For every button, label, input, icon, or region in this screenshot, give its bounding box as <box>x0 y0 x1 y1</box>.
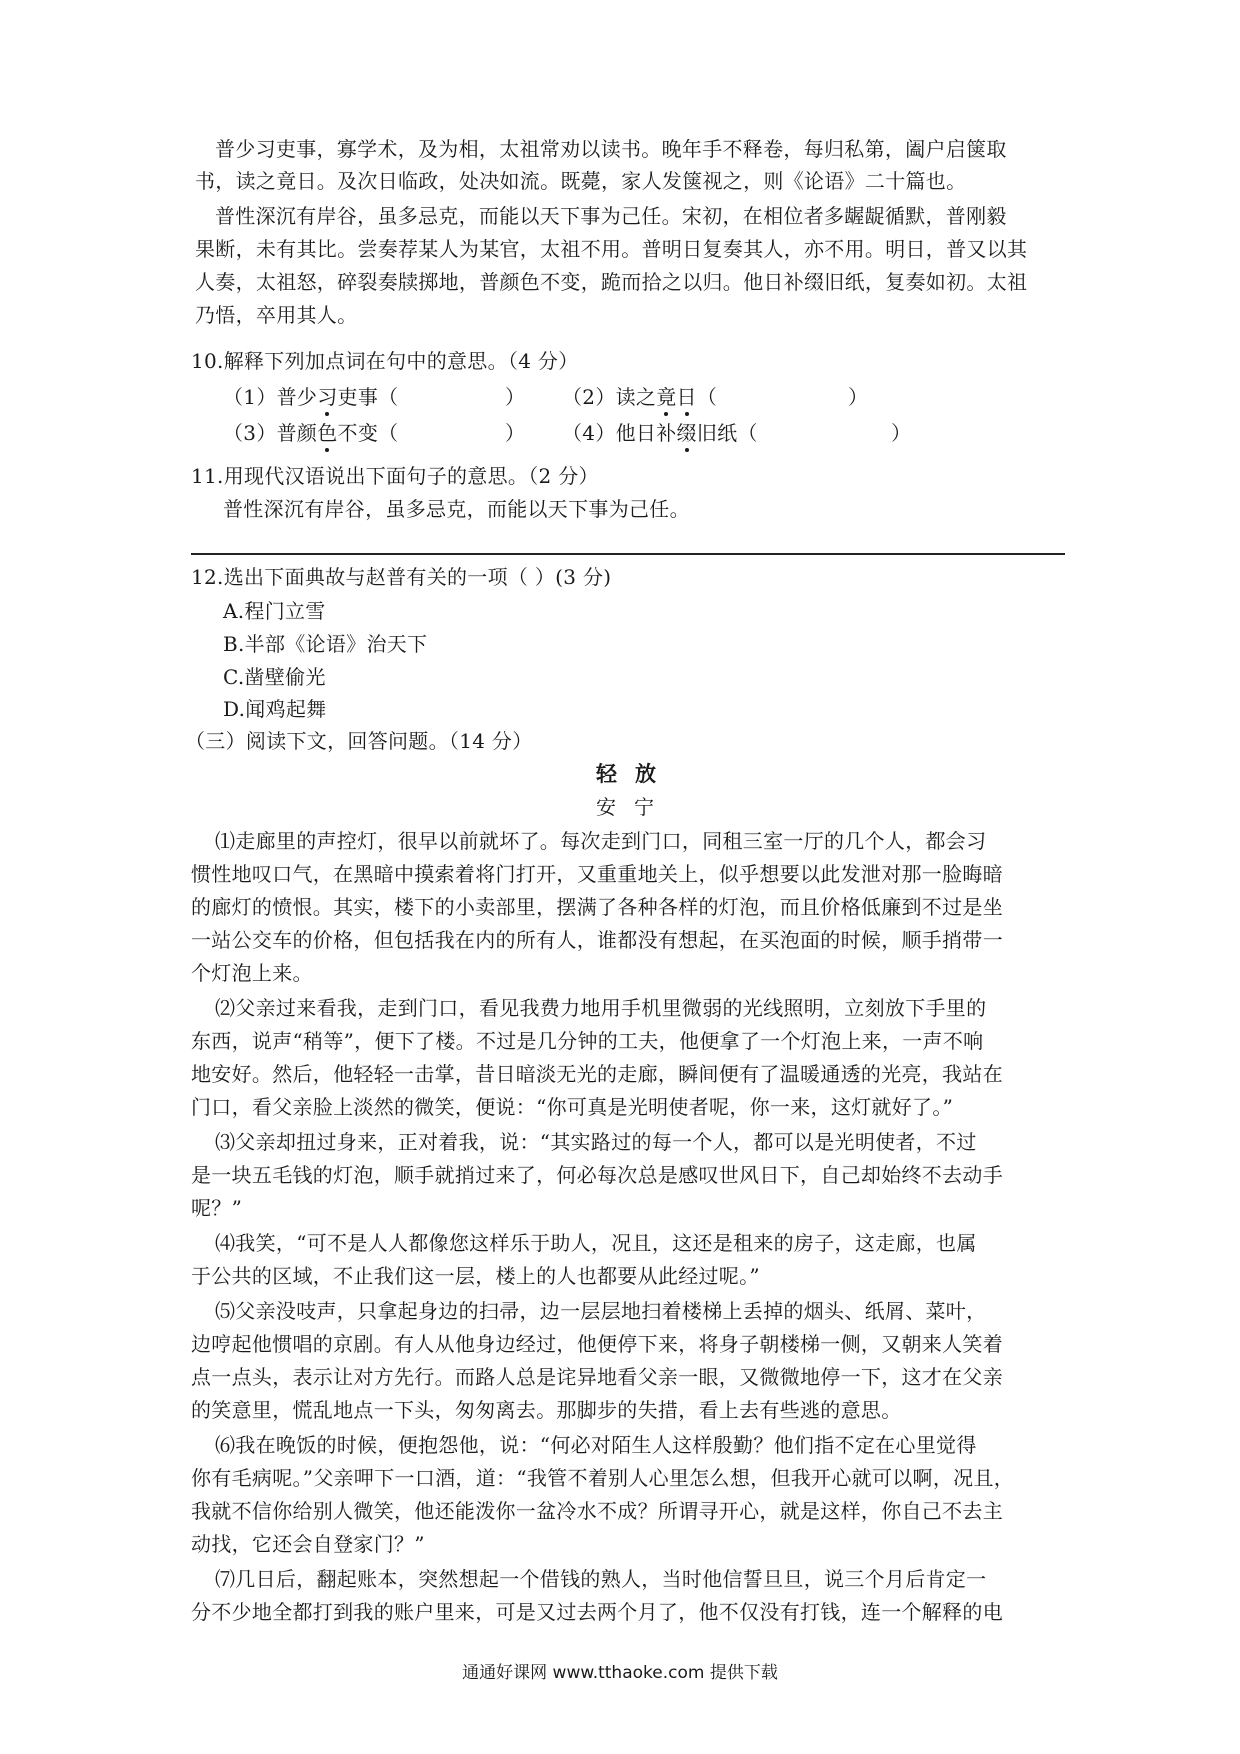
q10-item-1-pre: （1）普少 <box>223 385 318 409</box>
q10-item-4-close: ） <box>891 421 912 445</box>
article-line: 你有毛病呢。”父亲呷下一口酒，道：“我管不着别人心里怎么想，但我开心就可以啊，况且， <box>191 1466 1015 1490</box>
q10-item-2-dotted-1: 竟 <box>656 385 677 409</box>
q10-item-2-pre: （2）读之 <box>562 385 657 409</box>
question-12-stem: 12.选出下面典故与赵普有关的一项（ ）(3 分) <box>191 565 612 589</box>
question-11-stem: 11.用现代汉语说出下面句子的意思。（2 分） <box>191 464 599 488</box>
section-3-heading: （三）阅读下文，回答问题。（14 分） <box>185 729 533 753</box>
q10-item-3-post: 不变（ <box>337 421 399 445</box>
q10-item-3 <box>223 421 398 445</box>
q10-item-1-post: 吏事（ <box>337 385 399 409</box>
q10-item-4-dotted: 缀 <box>676 421 697 445</box>
q10-item-2 <box>562 385 717 409</box>
q12-option-a: A.程门立雪 <box>223 599 326 623</box>
article-line: 于公共的区域，不止我们这一层，楼上的人也都要从此经过呢。” <box>191 1264 760 1288</box>
q10-item-2-post: （ <box>696 385 718 409</box>
article-line: 门口，看父亲脸上淡然的微笑，便说：“你可真是光明使者呢，你一来，这灯就好了。” <box>191 1095 954 1119</box>
q10-item-4-post: 旧纸（ <box>696 421 758 445</box>
article-line: 边哼起他惯唱的京剧。有人从他身边经过，他便停下来，将身子朝楼梯一侧，又朝来人笑着 <box>191 1332 1003 1356</box>
question-11-sentence: 普性深沉有岸谷，虽多忌克，而能以天下事为己任。 <box>223 497 690 521</box>
article-author: 安宁 <box>596 795 672 819</box>
passage1-line: 普少习吏事，寡学术，及为相，太祖常劝以读书。晚年手不释卷，每归私第，阖户启箧取 <box>215 137 1007 161</box>
article-line: 惯性地叹口气，在黑暗中摸索着将门打开，又重重地关上，似乎想要以此发泄对那一脸晦暗 <box>191 862 1003 886</box>
q10-item-2-dotted-2: 日 <box>676 385 697 409</box>
article-line: ⑷我笑，“可不是人人都像您这样乐于助人，况且，这还是租来的房子，这走廊，也属 <box>215 1231 977 1255</box>
article-line: 个灯泡上来。 <box>191 961 313 985</box>
q10-item-3-close: ） <box>505 421 526 445</box>
q12-option-c: C.凿壁偷光 <box>223 665 326 689</box>
article-line: 东西，说声“稍等”，便下了楼。不过是几分钟的工夫，他便拿了一个灯泡上来，一声不响 <box>191 1029 984 1053</box>
q12-option-d: D.闻鸡起舞 <box>223 697 327 721</box>
article-line: ⑴走廊里的声控灯，很早以前就坏了。每次走到门口，同租三室一厅的几个人，都会习 <box>215 829 987 853</box>
article-line: 分不少地全都打到我的账户里来，可是又过去两个月了，他不仅没有打钱，连一个解释的电 <box>191 1600 1003 1624</box>
q10-item-1-close: ） <box>505 385 526 409</box>
article-line: 呢？” <box>191 1196 243 1220</box>
passage1-line: 书，读之竟日。及次日临政，处决如流。既薨，家人发箧视之，则《论语》二十篇也。 <box>195 169 967 193</box>
q10-item-3-dotted: 色 <box>317 421 338 445</box>
passage1-line: 普性深沉有岸谷，虽多忌克，而能以天下事为己任。宋初，在相位者多龌龊循默，普刚毅 <box>215 204 1007 228</box>
q10-item-2-close: ） <box>848 385 869 409</box>
article-line: ⑸父亲没吱声，只拿起身边的扫帚，边一层层地扫着楼梯上丢掉的烟头、纸屑、菜叶， <box>215 1299 987 1323</box>
page-footer: 通通好课网 www.tthaoke.com 提供下载 <box>462 1663 778 1683</box>
q10-item-1 <box>223 385 398 409</box>
q10-item-4-pre: （4）他日补 <box>562 421 677 445</box>
article-line: ⑵父亲过来看我，走到门口，看见我费力地用手机里微弱的光线照明，立刻放下手里的 <box>215 996 987 1020</box>
article-line: 是一块五毛钱的灯泡，顺手就捎过来了，何必每次总是感叹世风日下，自己却始终不去动手 <box>191 1163 1003 1187</box>
q10-item-3-pre: （3）普颜 <box>223 421 318 445</box>
article-line: ⑺几日后，翻起账本，突然想起一个借钱的熟人，当时他信誓旦旦，说三个月后肯定一 <box>215 1567 987 1591</box>
article-line: 的廊灯的愤恨。其实，楼下的小卖部里，摆满了各种各样的灯泡，而且价格低廉到不过是坐 <box>191 895 1003 919</box>
passage1-line: 乃悟，卒用其人。 <box>195 303 358 327</box>
article-line: ⑶父亲却扭过身来，正对着我，说：“其实路过的每一个人，都可以是光明使者，不过 <box>215 1130 977 1154</box>
article-line: 一站公交车的价格，但包括我在内的所有人，谁都没有想起，在买泡面的时候，顺手捎带一 <box>191 928 1003 952</box>
answer-line <box>191 553 1065 555</box>
article-line: 的笑意里，慌乱地点一下头，匆匆离去。那脚步的失措，看上去有些逃的意思。 <box>191 1398 902 1422</box>
passage1-line: 果断，未有其比。尝奏荐某人为某官，太祖不用。普明日复奏其人，亦不用。明日，普又以其 <box>195 237 1028 261</box>
article-line: ⑹我在晚饭的时候，便抱怨他，说：“何必对陌生人这样殷勤？他们指不定在心里觉得 <box>215 1433 977 1457</box>
article-line: 地安好。然后，他轻轻一击掌，昔日暗淡无光的走廊，瞬间便有了温暖通透的光亮，我站在 <box>191 1062 1003 1086</box>
passage1-line: 人奏，太祖怒，碎裂奏牍掷地，普颜色不变，跪而拾之以归。他日补缀旧纸，复奏如初。太祖 <box>195 270 1028 294</box>
q10-item-4 <box>562 421 758 445</box>
q10-item-1-dotted: 习 <box>317 385 338 409</box>
q12-option-b: B.半部《论语》治天下 <box>223 632 428 656</box>
article-line: 点一点头，表示让对方先行。而路人总是诧异地看父亲一眼，又微微地停一下，这才在父亲 <box>191 1365 1003 1389</box>
article-title: 轻放 <box>596 761 674 786</box>
article-line: 我就不信你给别人微笑，他还能泼你一盆冷水不成？所谓寻开心，就是这样，你自己不去主 <box>191 1499 1003 1523</box>
article-line: 动找，它还会自登家门？” <box>191 1532 425 1556</box>
question-10-stem: 10.解释下列加点词在句中的意思。（4 分） <box>191 349 579 373</box>
